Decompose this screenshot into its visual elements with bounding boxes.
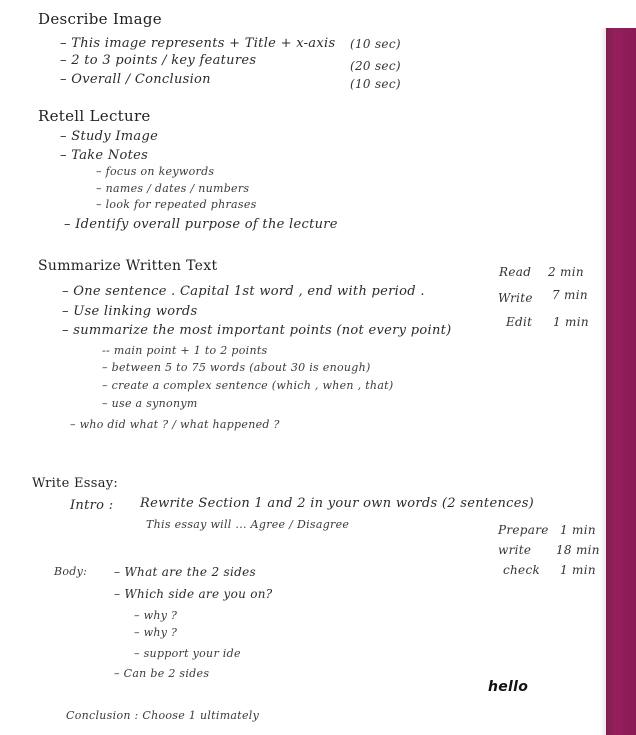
timing-value: 18 min xyxy=(556,543,600,557)
describe-time: (20 sec) xyxy=(350,59,401,73)
retell-item: – Take Notes xyxy=(60,148,149,163)
timing-value: 7 min xyxy=(552,288,588,302)
describe-item: – Overall / Conclusion xyxy=(60,72,211,87)
timing-value: 1 min xyxy=(553,315,589,329)
body-item: – Can be 2 sides xyxy=(114,667,210,680)
body-subitem: – why ? xyxy=(134,626,178,639)
summarize-subitem: -- main point + 1 to 2 points xyxy=(102,344,268,357)
describe-item: – 2 to 3 points / key features xyxy=(60,53,257,68)
intro-label: Intro : xyxy=(70,498,114,513)
timing-value: 1 min xyxy=(560,523,596,537)
timing-label: Edit xyxy=(506,315,533,329)
describe-time: (10 sec) xyxy=(350,37,401,51)
summarize-item: – summarize the most important points (not every point) xyxy=(62,323,452,338)
page-shadow xyxy=(600,28,606,735)
intro-line: This essay will ... Agree / Disagree xyxy=(146,518,350,531)
summarize-item: – One sentence . Capital 1st word , end with period . xyxy=(62,284,425,299)
body-item: – What are the 2 sides xyxy=(114,565,256,579)
body-subitem: – why ? xyxy=(134,609,178,622)
describe-heading: Describe Image xyxy=(38,10,162,28)
retell-item: – Study Image xyxy=(60,129,159,144)
summarize-heading: Summarize Written Text xyxy=(38,258,218,274)
timing-label: Read xyxy=(499,265,532,279)
timing-label: Prepare xyxy=(498,523,549,537)
body-item: – Which side are you on? xyxy=(114,587,273,601)
timing-value: 1 min xyxy=(560,563,596,577)
intro-line: Rewrite Section 1 and 2 in your own words (2 sentences) xyxy=(140,496,535,511)
conclusion-line: Conclusion : Choose 1 ultimately xyxy=(66,709,260,722)
body-label: Body: xyxy=(54,565,88,578)
timing-value: 2 min xyxy=(548,265,584,279)
summarize-subitem: – create a complex sentence (which , when , that) xyxy=(102,379,394,392)
describe-item: – This image represents + Title + x-axis xyxy=(60,36,336,51)
summarize-item: – Use linking words xyxy=(62,304,198,319)
retell-heading: Retell Lecture xyxy=(38,107,151,125)
timing-label: write xyxy=(498,543,532,557)
folder-edge xyxy=(606,28,636,735)
body-subitem: – support your ide xyxy=(134,647,241,660)
timing-label: check xyxy=(503,563,541,577)
hello-note: hello xyxy=(488,679,529,695)
summarize-subitem: – use a synonym xyxy=(102,397,198,410)
essay-heading: Write Essay: xyxy=(32,476,119,491)
retell-subitem: – look for repeated phrases xyxy=(96,198,257,211)
timing-label: Write xyxy=(498,291,533,305)
summarize-subitem: – between 5 to 75 words (about 30 is enough) xyxy=(102,361,371,374)
describe-time: (10 sec) xyxy=(350,77,401,91)
retell-item: – Identify overall purpose of the lecture xyxy=(64,217,338,232)
retell-subitem: – names / dates / numbers xyxy=(96,182,250,195)
summarize-last: – who did what ? / what happened ? xyxy=(70,418,280,431)
retell-subitem: – focus on keywords xyxy=(96,165,215,178)
